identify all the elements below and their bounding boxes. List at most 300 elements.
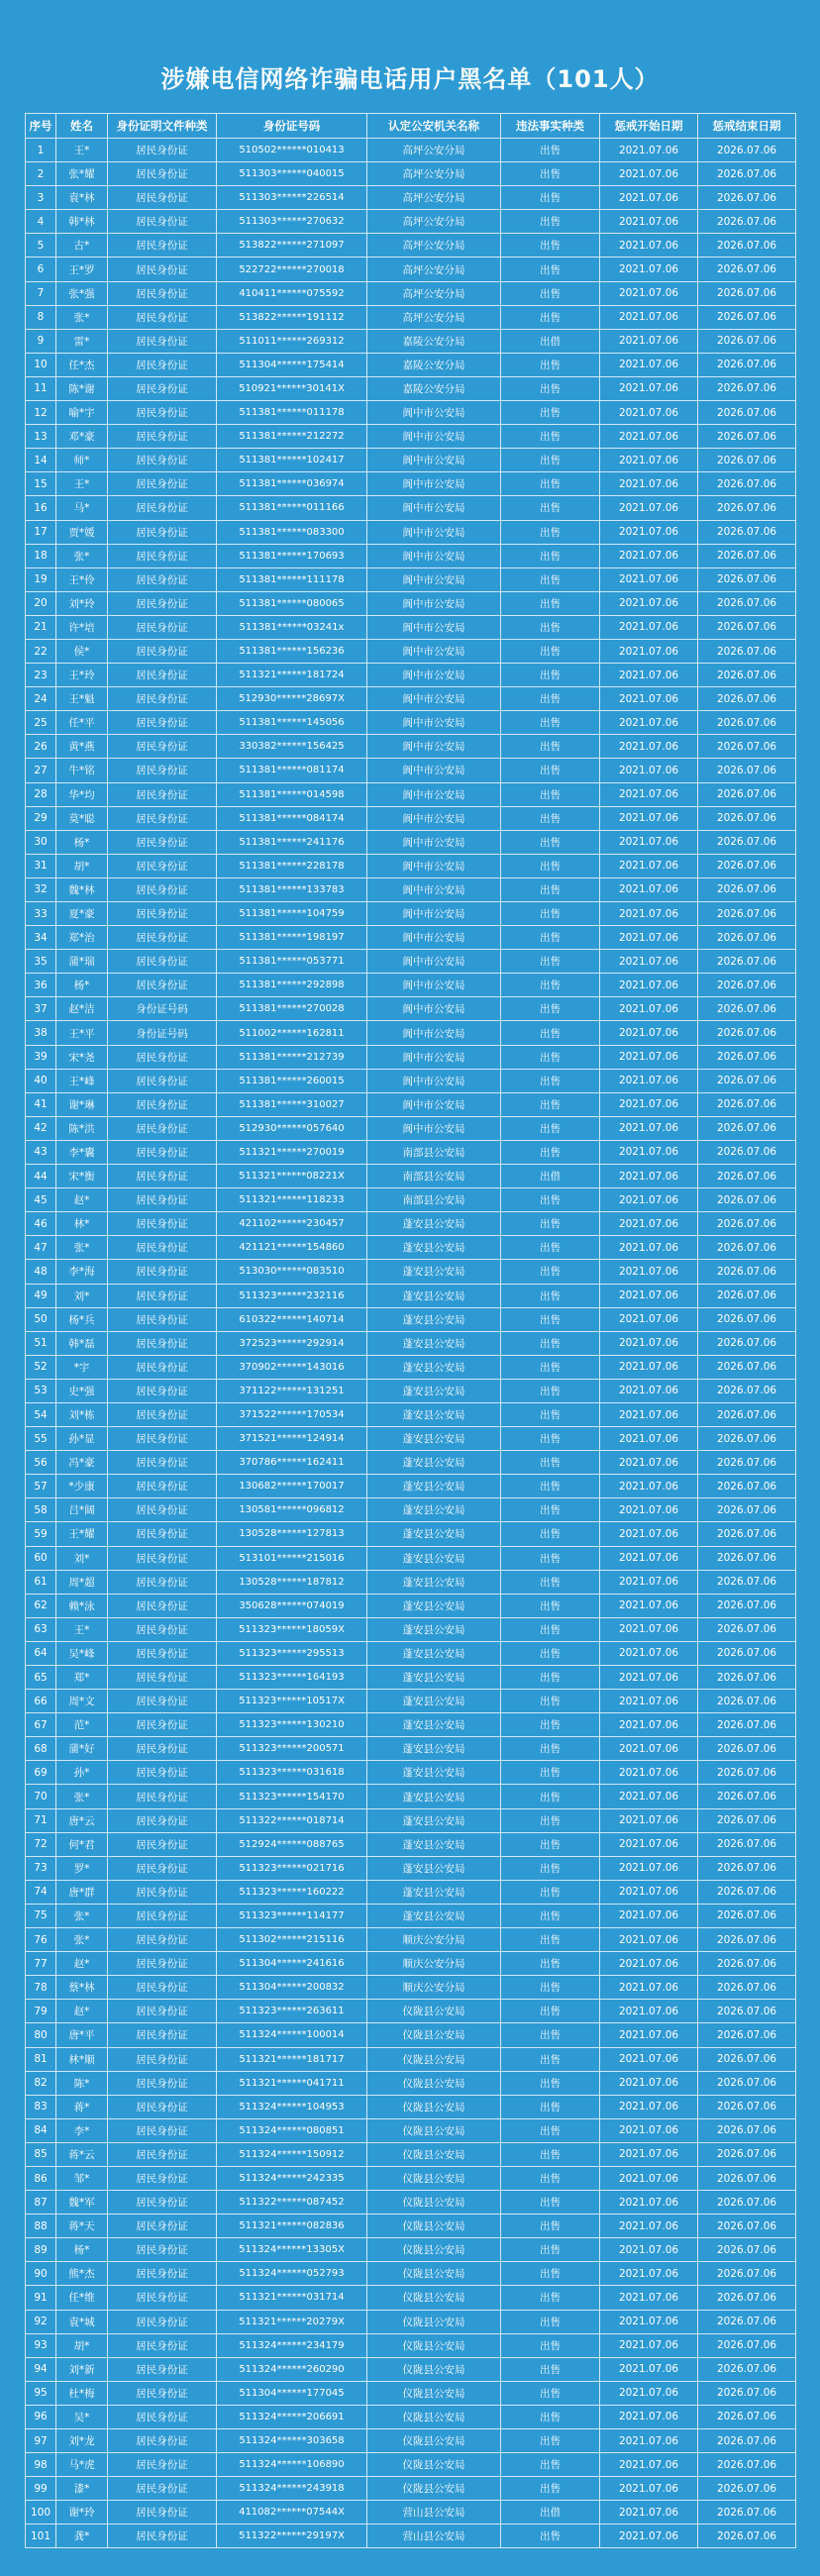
cell-id-type: 居民身份证: [108, 1379, 217, 1402]
cell-violation-type: 出售: [501, 1475, 600, 1498]
cell-end-date: 2026.07.06: [698, 926, 796, 950]
cell-id-number: 421121******154860: [217, 1236, 367, 1260]
cell-start-date: 2021.07.06: [600, 1904, 698, 1927]
cell-id-number: 330382******156425: [217, 735, 367, 759]
table-row: [26, 1475, 796, 1498]
cell-police-agency: 仪陇县公安局: [367, 2047, 501, 2071]
cell-name: 侯*: [56, 639, 108, 663]
cell-start-date: 2021.07.06: [600, 1666, 698, 1690]
cell-id-type: 居民身份证: [108, 353, 217, 376]
cell-id-number: 511324******13305X: [217, 2238, 367, 2262]
cell-police-agency: 仪陇县公安局: [367, 2262, 501, 2286]
cell-id-type: 居民身份证: [108, 1666, 217, 1690]
cell-violation-type: 出售: [501, 1379, 600, 1402]
table-row: [26, 1379, 796, 1402]
cell-start-date: 2021.07.06: [600, 1832, 698, 1856]
cell-id-type: 居民身份证: [108, 2310, 217, 2333]
cell-id-type: 居民身份证: [108, 1140, 217, 1164]
cell-end-date: 2026.07.06: [698, 1402, 796, 1426]
table-body: [26, 139, 796, 2548]
cell-id-type: 居民身份证: [108, 1402, 217, 1426]
cell-start-date: 2021.07.06: [600, 186, 698, 210]
cell-id-number: 511381******080065: [217, 591, 367, 615]
cell-index: 78: [26, 1976, 56, 2000]
cell-id-number: 610322******140714: [217, 1307, 367, 1331]
cell-police-agency: 蓬安县公安局: [367, 1808, 501, 1832]
cell-id-type: 居民身份证: [108, 1904, 217, 1927]
cell-start-date: 2021.07.06: [600, 376, 698, 400]
cell-violation-type: 出售: [501, 2047, 600, 2071]
cell-start-date: 2021.07.06: [600, 1331, 698, 1355]
cell-end-date: 2026.07.06: [698, 2071, 796, 2095]
cell-violation-type: 出售: [501, 472, 600, 496]
cell-index: 52: [26, 1355, 56, 1379]
header-index: 序号: [26, 114, 56, 139]
cell-start-date: 2021.07.06: [600, 1952, 698, 1976]
cell-police-agency: 蓬安县公安局: [367, 1785, 501, 1808]
cell-violation-type: 出售: [501, 2429, 600, 2453]
cell-end-date: 2026.07.06: [698, 1832, 796, 1856]
cell-index: 77: [26, 1952, 56, 1976]
cell-index: 3: [26, 186, 56, 210]
cell-id-number: 511323******021716: [217, 1856, 367, 1880]
cell-end-date: 2026.07.06: [698, 1021, 796, 1045]
cell-start-date: 2021.07.06: [600, 2262, 698, 2286]
cell-index: 35: [26, 950, 56, 974]
cell-name: 张*强: [56, 281, 108, 305]
cell-police-agency: 阆中市公安局: [367, 806, 501, 830]
cell-violation-type: 出售: [501, 950, 600, 974]
cell-id-number: 511381******212272: [217, 425, 367, 449]
cell-end-date: 2026.07.06: [698, 162, 796, 186]
table-row: [26, 2501, 796, 2524]
cell-violation-type: 出售: [501, 162, 600, 186]
cell-index: 87: [26, 2191, 56, 2215]
cell-violation-type: 出借: [501, 1165, 600, 1188]
cell-index: 75: [26, 1904, 56, 1927]
table-row: [26, 1594, 796, 1617]
cell-index: 68: [26, 1737, 56, 1761]
cell-id-number: 511323******114177: [217, 1904, 367, 1927]
cell-police-agency: 蓬安县公安局: [367, 1737, 501, 1761]
cell-name: 唐*群: [56, 1880, 108, 1904]
cell-end-date: 2026.07.06: [698, 711, 796, 735]
cell-id-type: 居民身份证: [108, 2453, 217, 2477]
cell-start-date: 2021.07.06: [600, 1856, 698, 1880]
cell-end-date: 2026.07.06: [698, 950, 796, 974]
cell-violation-type: 出售: [501, 1570, 600, 1594]
cell-id-number: 511381******198197: [217, 926, 367, 950]
cell-end-date: 2026.07.06: [698, 2453, 796, 2477]
cell-police-agency: 蓬安县公安局: [367, 1379, 501, 1402]
cell-police-agency: 顺庆公安分局: [367, 1976, 501, 2000]
cell-start-date: 2021.07.06: [600, 2453, 698, 2477]
cell-id-type: 居民身份证: [108, 1522, 217, 1546]
cell-police-agency: 高坪公安分局: [367, 186, 501, 210]
cell-violation-type: 出售: [501, 2000, 600, 2023]
cell-end-date: 2026.07.06: [698, 2357, 796, 2381]
table-row: [26, 1116, 796, 1140]
cell-id-type: 居民身份证: [108, 2166, 217, 2190]
table-header-row: [26, 114, 796, 139]
cell-start-date: 2021.07.06: [600, 2310, 698, 2333]
table-row: [26, 759, 796, 782]
cell-violation-type: 出售: [501, 1236, 600, 1260]
cell-id-number: 511323******295513: [217, 1641, 367, 1665]
cell-id-number: 511324******100014: [217, 2023, 367, 2047]
cell-police-agency: 阆中市公安局: [367, 591, 501, 615]
cell-police-agency: 蓬安县公安局: [367, 1713, 501, 1737]
cell-id-number: 511324******260290: [217, 2357, 367, 2381]
cell-end-date: 2026.07.06: [698, 2381, 796, 2405]
cell-name: 古*: [56, 234, 108, 258]
cell-end-date: 2026.07.06: [698, 1045, 796, 1069]
cell-police-agency: 蓬安县公安局: [367, 1880, 501, 1904]
cell-id-number: 512930******057640: [217, 1116, 367, 1140]
table-row: [26, 974, 796, 997]
cell-id-type: 居民身份证: [108, 711, 217, 735]
cell-police-agency: 蓬安县公安局: [367, 1402, 501, 1426]
cell-start-date: 2021.07.06: [600, 735, 698, 759]
cell-id-number: 511324******150912: [217, 2142, 367, 2166]
header-start-date: 惩戒开始日期: [600, 114, 698, 139]
cell-police-agency: 蓬安县公安局: [367, 1546, 501, 1570]
cell-name: 林*顺: [56, 2047, 108, 2071]
cell-police-agency: 蓬安县公安局: [367, 1498, 501, 1522]
table-row: [26, 1260, 796, 1284]
cell-id-type: 居民身份证: [108, 258, 217, 281]
cell-id-type: 居民身份证: [108, 877, 217, 901]
cell-violation-type: 出售: [501, 1284, 600, 1307]
cell-end-date: 2026.07.06: [698, 2262, 796, 2286]
cell-id-type: 居民身份证: [108, 2095, 217, 2118]
cell-police-agency: 蓬安县公安局: [367, 1284, 501, 1307]
cell-id-type: 居民身份证: [108, 1045, 217, 1069]
cell-id-number: 511323******200571: [217, 1737, 367, 1761]
table-row: [26, 1069, 796, 1092]
cell-name: 王*玲: [56, 664, 108, 687]
cell-start-date: 2021.07.06: [600, 806, 698, 830]
cell-id-type: 居民身份证: [108, 1188, 217, 1212]
cell-id-number: 511323******031618: [217, 1761, 367, 1785]
cell-id-type: 居民身份证: [108, 449, 217, 472]
cell-index: 49: [26, 1284, 56, 1307]
cell-id-number: 513101******215016: [217, 1546, 367, 1570]
cell-start-date: 2021.07.06: [600, 2071, 698, 2095]
cell-name: 王*: [56, 472, 108, 496]
cell-violation-type: 出售: [501, 1856, 600, 1880]
cell-start-date: 2021.07.06: [600, 353, 698, 376]
table-row: [26, 1451, 796, 1475]
cell-id-number: 510921******30141X: [217, 376, 367, 400]
cell-police-agency: 顺庆公安分局: [367, 1952, 501, 1976]
cell-index: 24: [26, 687, 56, 711]
cell-police-agency: 蓬安县公安局: [367, 1260, 501, 1284]
cell-name: 刘*: [56, 1546, 108, 1570]
cell-id-type: 居民身份证: [108, 305, 217, 329]
cell-id-type: 居民身份证: [108, 664, 217, 687]
cell-start-date: 2021.07.06: [600, 234, 698, 258]
cell-violation-type: 出售: [501, 1904, 600, 1927]
cell-violation-type: 出售: [501, 1451, 600, 1475]
cell-index: 74: [26, 1880, 56, 1904]
cell-index: 60: [26, 1546, 56, 1570]
cell-id-type: 居民身份证: [108, 281, 217, 305]
cell-id-number: 511321******270019: [217, 1140, 367, 1164]
cell-name: 唐*云: [56, 1808, 108, 1832]
cell-id-type: 居民身份证: [108, 2333, 217, 2357]
cell-index: 85: [26, 2142, 56, 2166]
cell-name: 张*: [56, 1785, 108, 1808]
cell-start-date: 2021.07.06: [600, 449, 698, 472]
cell-name: 邹*: [56, 2166, 108, 2190]
cell-id-number: 511324******052793: [217, 2262, 367, 2286]
cell-index: 11: [26, 376, 56, 400]
cell-end-date: 2026.07.06: [698, 2000, 796, 2023]
cell-end-date: 2026.07.06: [698, 2310, 796, 2333]
cell-index: 15: [26, 472, 56, 496]
cell-police-agency: 仪陇县公安局: [367, 2166, 501, 2190]
table-row: [26, 877, 796, 901]
cell-name: 孙*显: [56, 1427, 108, 1451]
cell-police-agency: 阆中市公安局: [367, 711, 501, 735]
cell-start-date: 2021.07.06: [600, 1976, 698, 2000]
cell-start-date: 2021.07.06: [600, 2286, 698, 2310]
cell-start-date: 2021.07.06: [600, 1021, 698, 1045]
cell-police-agency: 蓬安县公安局: [367, 1570, 501, 1594]
cell-violation-type: 出售: [501, 2405, 600, 2428]
cell-police-agency: 阆中市公安局: [367, 687, 501, 711]
cell-index: 57: [26, 1475, 56, 1498]
table-row: [26, 1976, 796, 2000]
cell-index: 13: [26, 425, 56, 449]
cell-id-type: 居民身份证: [108, 1928, 217, 1952]
cell-violation-type: 出售: [501, 997, 600, 1021]
cell-police-agency: 阆中市公安局: [367, 567, 501, 591]
cell-name: *少康: [56, 1475, 108, 1498]
cell-id-number: 511303******226514: [217, 186, 367, 210]
cell-id-type: 居民身份证: [108, 1307, 217, 1331]
cell-name: 周*超: [56, 1570, 108, 1594]
cell-start-date: 2021.07.06: [600, 2405, 698, 2428]
cell-end-date: 2026.07.06: [698, 1904, 796, 1927]
cell-id-type: 居民身份证: [108, 2023, 217, 2047]
cell-violation-type: 出售: [501, 1355, 600, 1379]
cell-id-number: 511381******241176: [217, 830, 367, 854]
cell-id-number: 511381******084174: [217, 806, 367, 830]
cell-police-agency: 仪陇县公安局: [367, 2238, 501, 2262]
table-row: [26, 258, 796, 281]
cell-index: 54: [26, 1402, 56, 1426]
cell-start-date: 2021.07.06: [600, 759, 698, 782]
cell-end-date: 2026.07.06: [698, 1165, 796, 1188]
cell-id-type: 居民身份证: [108, 591, 217, 615]
cell-start-date: 2021.07.06: [600, 2215, 698, 2238]
cell-police-agency: 高坪公安分局: [367, 234, 501, 258]
cell-index: 51: [26, 1331, 56, 1355]
cell-police-agency: 仪陇县公安局: [367, 2023, 501, 2047]
cell-name: 李*海: [56, 1260, 108, 1284]
cell-id-number: 511321******181717: [217, 2047, 367, 2071]
cell-violation-type: 出售: [501, 2310, 600, 2333]
cell-name: 吴*峰: [56, 1641, 108, 1665]
cell-police-agency: 阆中市公安局: [367, 997, 501, 1021]
table-row: [26, 735, 796, 759]
cell-id-number: 511324******243918: [217, 2477, 367, 2501]
cell-index: 58: [26, 1498, 56, 1522]
cell-end-date: 2026.07.06: [698, 1690, 796, 1713]
table-row: [26, 2477, 796, 2501]
cell-id-type: 居民身份证: [108, 1737, 217, 1761]
cell-name: 张*: [56, 1904, 108, 1927]
cell-end-date: 2026.07.06: [698, 639, 796, 663]
cell-index: 22: [26, 639, 56, 663]
cell-name: 李*囊: [56, 1140, 108, 1164]
cell-name: 王*伶: [56, 567, 108, 591]
cell-start-date: 2021.07.06: [600, 2118, 698, 2142]
cell-index: 73: [26, 1856, 56, 1880]
cell-id-number: 513030******083510: [217, 1260, 367, 1284]
cell-end-date: 2026.07.06: [698, 449, 796, 472]
cell-name: 赵*洁: [56, 997, 108, 1021]
table-row: [26, 1140, 796, 1164]
table-row: [26, 234, 796, 258]
cell-name: 熊*杰: [56, 2262, 108, 2286]
cell-violation-type: 出售: [501, 2023, 600, 2047]
cell-index: 8: [26, 305, 56, 329]
cell-violation-type: 出售: [501, 258, 600, 281]
cell-index: 69: [26, 1761, 56, 1785]
cell-id-type: 居民身份证: [108, 806, 217, 830]
table-row: [26, 401, 796, 425]
cell-end-date: 2026.07.06: [698, 1713, 796, 1737]
table-row: [26, 2262, 796, 2286]
table-row: [26, 2118, 796, 2142]
cell-id-number: 130528******187812: [217, 1570, 367, 1594]
cell-police-agency: 高坪公安分局: [367, 162, 501, 186]
cell-id-type: 居民身份证: [108, 2118, 217, 2142]
cell-name: 任*杰: [56, 353, 108, 376]
cell-end-date: 2026.07.06: [698, 615, 796, 639]
cell-police-agency: 阆中市公安局: [367, 449, 501, 472]
table-row: [26, 2286, 796, 2310]
cell-police-agency: 阆中市公安局: [367, 854, 501, 877]
cell-violation-type: 出售: [501, 2357, 600, 2381]
cell-id-type: 居民身份证: [108, 1092, 217, 1116]
cell-id-type: 居民身份证: [108, 1116, 217, 1140]
cell-end-date: 2026.07.06: [698, 2501, 796, 2524]
cell-index: 94: [26, 2357, 56, 2381]
cell-index: 33: [26, 902, 56, 926]
cell-id-number: 511304******200832: [217, 1976, 367, 2000]
cell-id-number: 511381******133783: [217, 877, 367, 901]
cell-id-number: 511381******228178: [217, 854, 367, 877]
cell-id-type: 居民身份证: [108, 687, 217, 711]
cell-name: 刘*: [56, 1284, 108, 1307]
cell-id-type: 身份证号码: [108, 997, 217, 1021]
cell-index: 2: [26, 162, 56, 186]
table-row: [26, 1666, 796, 1690]
cell-police-agency: 阆中市公安局: [367, 639, 501, 663]
cell-index: 88: [26, 2215, 56, 2238]
cell-index: 86: [26, 2166, 56, 2190]
table-row: [26, 2524, 796, 2548]
cell-police-agency: 阆中市公安局: [367, 425, 501, 449]
cell-violation-type: 出售: [501, 2215, 600, 2238]
table-row: [26, 830, 796, 854]
cell-id-number: 511323******130210: [217, 1713, 367, 1737]
table-row: [26, 139, 796, 162]
cell-name: 许*培: [56, 615, 108, 639]
cell-id-type: 居民身份证: [108, 1498, 217, 1522]
cell-id-number: 511381******145056: [217, 711, 367, 735]
cell-start-date: 2021.07.06: [600, 1522, 698, 1546]
cell-start-date: 2021.07.06: [600, 2047, 698, 2071]
cell-end-date: 2026.07.06: [698, 1641, 796, 1665]
cell-index: 50: [26, 1307, 56, 1331]
cell-police-agency: 阆中市公安局: [367, 902, 501, 926]
cell-violation-type: 出售: [501, 615, 600, 639]
cell-index: 92: [26, 2310, 56, 2333]
cell-end-date: 2026.07.06: [698, 782, 796, 806]
cell-id-type: 居民身份证: [108, 1451, 217, 1475]
cell-end-date: 2026.07.06: [698, 1522, 796, 1546]
cell-start-date: 2021.07.06: [600, 1594, 698, 1617]
cell-end-date: 2026.07.06: [698, 520, 796, 544]
cell-end-date: 2026.07.06: [698, 1880, 796, 1904]
cell-name: 唐*平: [56, 2023, 108, 2047]
cell-id-number: 511381******011166: [217, 496, 367, 520]
cell-violation-type: 出售: [501, 496, 600, 520]
cell-end-date: 2026.07.06: [698, 2191, 796, 2215]
cell-end-date: 2026.07.06: [698, 1570, 796, 1594]
cell-index: 72: [26, 1832, 56, 1856]
cell-start-date: 2021.07.06: [600, 2000, 698, 2023]
cell-police-agency: 阆中市公安局: [367, 877, 501, 901]
cell-index: 45: [26, 1188, 56, 1212]
cell-id-type: 居民身份证: [108, 615, 217, 639]
cell-police-agency: 仪陇县公安局: [367, 2310, 501, 2333]
table-row: [26, 2191, 796, 2215]
cell-start-date: 2021.07.06: [600, 2095, 698, 2118]
cell-police-agency: 高坪公安分局: [367, 305, 501, 329]
cell-start-date: 2021.07.06: [600, 401, 698, 425]
table-row: [26, 2095, 796, 2118]
cell-index: 18: [26, 544, 56, 567]
cell-violation-type: 出售: [501, 664, 600, 687]
cell-start-date: 2021.07.06: [600, 2023, 698, 2047]
cell-index: 36: [26, 974, 56, 997]
cell-id-number: 511304******175414: [217, 353, 367, 376]
cell-violation-type: 出售: [501, 1594, 600, 1617]
cell-end-date: 2026.07.06: [698, 735, 796, 759]
table-row: [26, 1904, 796, 1927]
cell-start-date: 2021.07.06: [600, 305, 698, 329]
table-row: [26, 2000, 796, 2023]
cell-id-number: 511324******303658: [217, 2429, 367, 2453]
cell-id-type: 居民身份证: [108, 2429, 217, 2453]
cell-name: 张*: [56, 544, 108, 567]
cell-id-number: 511381******111178: [217, 567, 367, 591]
cell-police-agency: 嘉陵公安分局: [367, 329, 501, 353]
cell-violation-type: 出售: [501, 1880, 600, 1904]
table-row: [26, 1165, 796, 1188]
cell-police-agency: 营山县公安局: [367, 2501, 501, 2524]
table-row: [26, 782, 796, 806]
cell-violation-type: 出售: [501, 210, 600, 234]
table-row: [26, 162, 796, 186]
cell-index: 31: [26, 854, 56, 877]
